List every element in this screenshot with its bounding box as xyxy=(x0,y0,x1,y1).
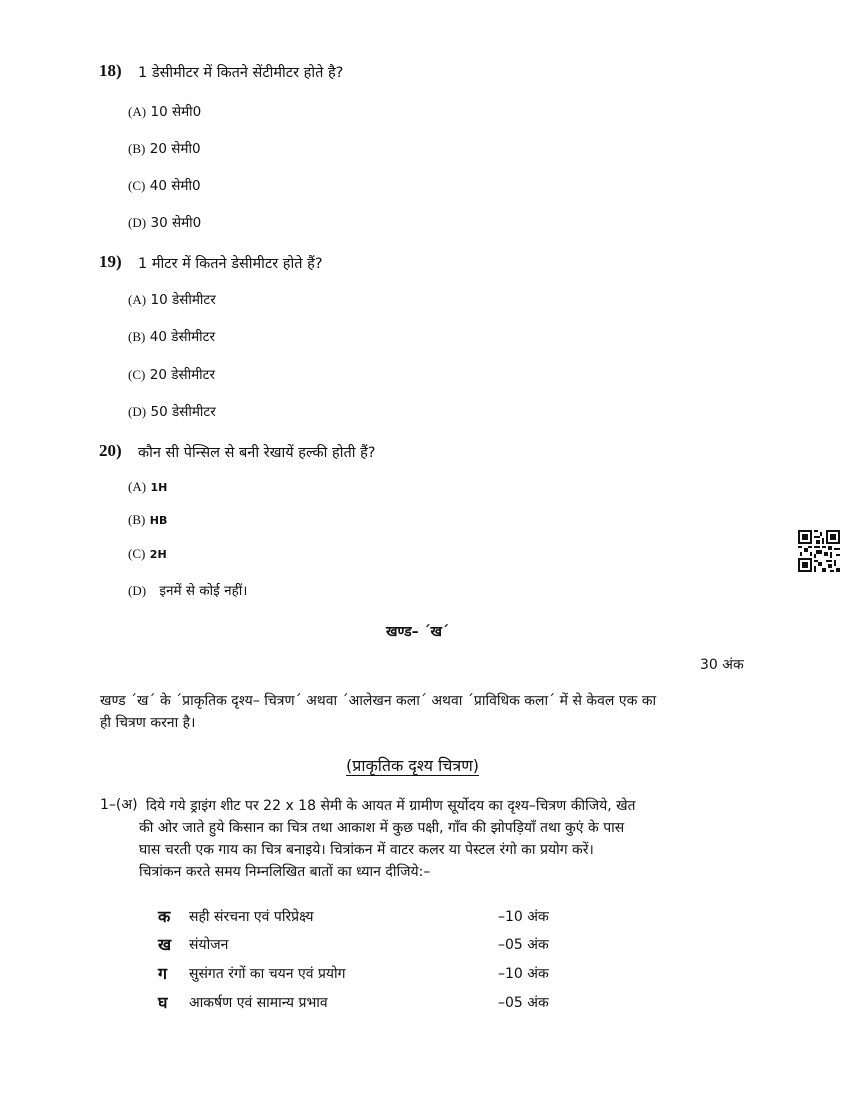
criteria-marks: –10 अंक xyxy=(498,909,549,925)
option-label: (B) xyxy=(128,329,146,344)
option xyxy=(128,327,215,345)
option xyxy=(128,581,247,599)
criteria-letter: क xyxy=(158,907,171,926)
question-body xyxy=(146,795,636,817)
question-text: कौन सी पेन्सिल से बनी रेखायें हल्की होती हैं? xyxy=(138,445,376,461)
option-text: 30 सेमी0 xyxy=(150,215,202,231)
question-line: दिये गये ड्राइंग शीट पर 22 x 18 सेमी के आयत में ग्रामीण सूर्योदय का दृश्य–चित्रण कीजिये, खेत xyxy=(146,798,636,814)
option-text: 1H xyxy=(150,481,168,494)
qr-code-icon xyxy=(798,530,840,572)
option xyxy=(128,402,216,420)
criteria-marks: –05 अंक xyxy=(498,937,549,953)
option-text: 2H xyxy=(149,548,167,561)
question-text: 1 मीटर में कितने डेसीमीटर होते हैं? xyxy=(138,256,323,272)
criteria-letter: ग xyxy=(158,964,168,983)
question-line: की ओर जाते हुये किसान का चित्र तथा आकाश में कुछ पक्षी, गाँव की झोपड़ियाँ तथा कुएं के पास xyxy=(139,820,625,836)
criteria-text: आकर्षण एवं सामान्य प्रभाव xyxy=(189,995,328,1011)
section-marks: 30 अंक xyxy=(700,657,744,673)
option-text: 10 सेमी0 xyxy=(150,104,202,120)
option xyxy=(128,213,201,231)
option-text: 20 डेसीमीटर xyxy=(149,367,216,383)
question-line: घास चरती एक गाय का चित्र बनाइये। चित्रांकन में वाटर कलर या पेस्टल रंगो का प्रयोग करें। xyxy=(139,842,594,858)
criteria-letter: घ xyxy=(158,993,168,1012)
option-text: 40 सेमी0 xyxy=(149,178,201,194)
option-label: (A) xyxy=(128,104,147,119)
subheading: (प्राकृतिक दृश्य चित्रण) xyxy=(346,756,480,775)
criteria-text: सुसंगत रंगों का चयन एवं प्रयोग xyxy=(189,966,346,982)
criteria-text: सही संरचना एवं परिप्रेक्ष्य xyxy=(189,909,314,925)
option-text: 20 सेमी0 xyxy=(149,141,201,157)
option xyxy=(128,176,201,194)
section-instruction xyxy=(100,690,750,734)
option-text: 40 डेसीमीटर xyxy=(149,329,216,345)
option xyxy=(128,365,215,383)
option-label: (B) xyxy=(128,512,146,527)
criteria-marks: –10 अंक xyxy=(498,966,549,982)
instruction-line: ही चित्रण करना है। xyxy=(100,715,196,731)
question-line: चित्रांकन करते समय निम्नलिखित बातों का ध्यान दीजिये:– xyxy=(139,864,431,880)
option xyxy=(128,102,201,120)
option xyxy=(128,546,167,562)
option-label: (A) xyxy=(128,292,147,307)
criteria-marks: –05 अंक xyxy=(498,995,549,1011)
option-label: (D) xyxy=(128,215,147,230)
instruction-line: खण्ड ´ख´ के ´प्राकृतिक दृश्य– चित्रण´ अथवा ´आलेखन कला´ अथवा ´प्राविधिक कला´ में से केवल एक का xyxy=(100,693,657,709)
criteria-text: संयोजन xyxy=(189,937,229,953)
criteria-letter: ख xyxy=(158,935,172,954)
option xyxy=(128,139,201,157)
option xyxy=(128,512,167,528)
option-label: (B) xyxy=(128,141,146,156)
option-label: (C) xyxy=(128,178,146,193)
question-number: 18) xyxy=(99,61,122,80)
option-label: (D) xyxy=(128,404,147,419)
option-label: (C) xyxy=(128,546,146,561)
option xyxy=(128,290,216,308)
option-label: (C) xyxy=(128,367,146,382)
option-label: (A) xyxy=(128,479,147,494)
option xyxy=(128,479,167,495)
option-text: 10 डेसीमीटर xyxy=(150,292,216,308)
question-prefix: 1–(अ) xyxy=(100,797,138,813)
option-text: HB xyxy=(149,514,168,527)
option-label: (D) xyxy=(128,583,147,598)
question-number: 20) xyxy=(99,441,122,460)
question-number: 19) xyxy=(99,252,122,271)
option-text: 50 डेसीमीटर xyxy=(150,404,216,420)
section-title: खण्ड– ´ख´ xyxy=(386,624,449,640)
question-text: 1 डेसीमीटर में कितने सेंटीमीटर होते है? xyxy=(138,65,344,81)
question-body-cont xyxy=(139,817,624,883)
option-text: इनमें से कोई नहीं। xyxy=(159,583,248,599)
